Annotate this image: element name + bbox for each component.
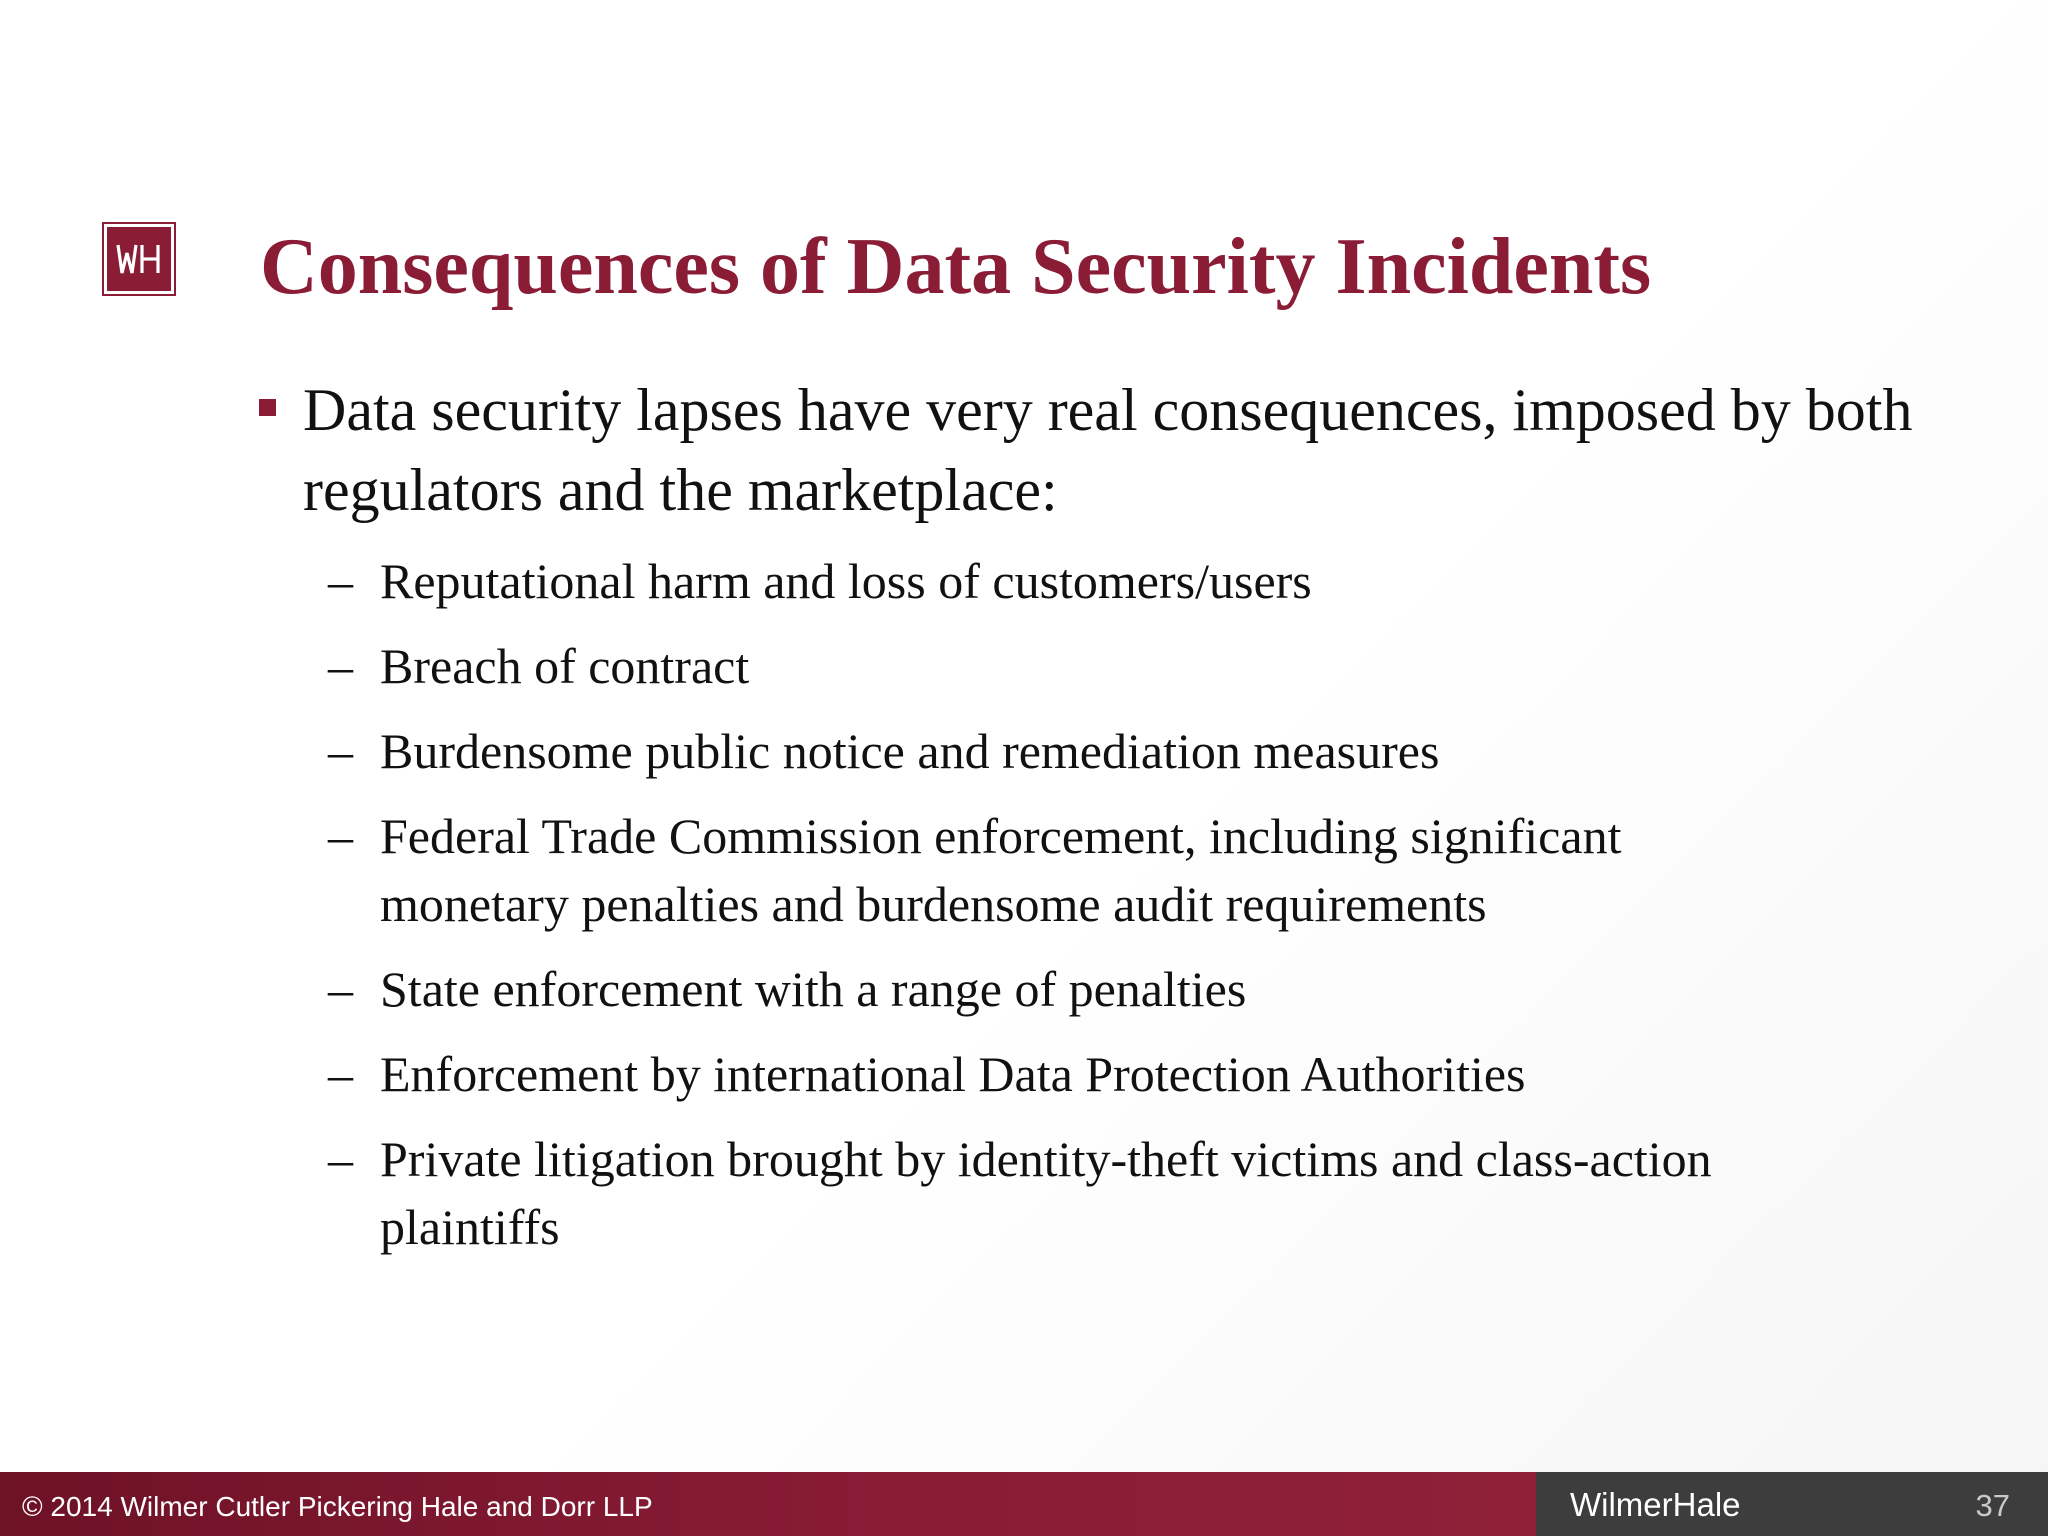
dash-bullet-icon: –: [328, 961, 353, 1017]
sub-bullet-text: Breach of contract: [380, 638, 750, 694]
slide-title: Consequences of Data Security Incidents: [260, 223, 1652, 311]
sub-bullet-text: Reputational harm and loss of customers/users: [380, 553, 1312, 609]
sub-bullet-text: Burdensome public notice and remediation measures: [380, 723, 1440, 779]
brand-name: WilmerHale: [1570, 1486, 1741, 1523]
dash-bullet-icon: –: [328, 553, 353, 609]
dash-bullet-icon: –: [328, 723, 353, 779]
footer-bar: [0, 1472, 2048, 1536]
copyright-text: © 2014 Wilmer Cutler Pickering Hale and Dorr LLP: [22, 1491, 653, 1522]
footer-left-band: [0, 1472, 1536, 1536]
dash-bullet-icon: –: [328, 808, 353, 864]
dash-bullet-icon: –: [328, 1046, 353, 1102]
wh-monogram-icon: [114, 239, 164, 279]
page-number: 37: [1975, 1488, 2010, 1523]
wilmerhale-logo: [102, 222, 176, 296]
square-bullet-icon: [259, 399, 276, 416]
sub-bullet-text: State enforcement with a range of penalties: [380, 961, 1247, 1017]
dash-bullet-icon: –: [328, 1131, 353, 1187]
sub-bullet-text: Enforcement by international Data Protection Authorities: [380, 1046, 1526, 1102]
sub-bullet-text: Federal Trade Commission enforcement, including significant monetary penalties and burdensome audit requirements: [380, 808, 1622, 932]
dash-bullet-icon: –: [328, 638, 353, 694]
sub-bullet-text: Private litigation brought by identity-theft victims and class-action plaintiffs: [380, 1131, 1712, 1255]
main-bullet-text: Data security lapses have very real consequences, imposed by both regulators and the marketplace:: [303, 377, 1913, 523]
footer-right-band: [1536, 1472, 2048, 1536]
